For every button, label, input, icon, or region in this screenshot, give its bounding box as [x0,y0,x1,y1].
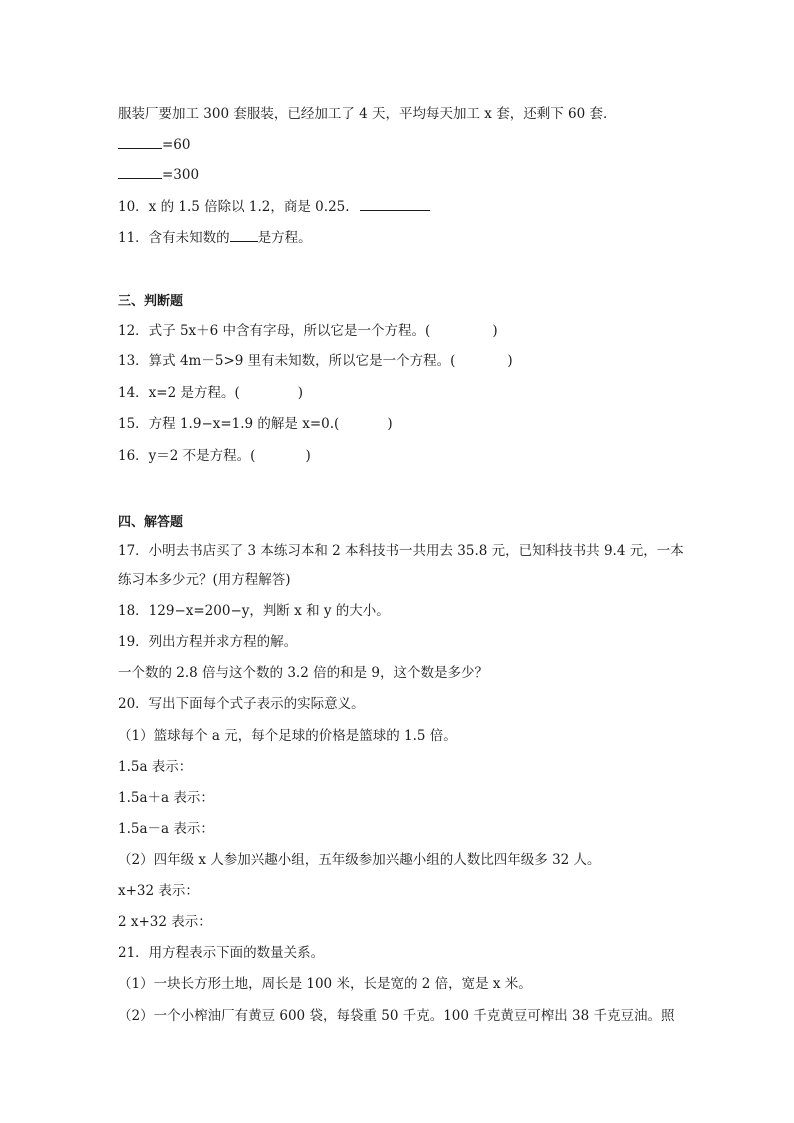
question-10: 10．x 的 1.5 倍除以 1.2，商是 0.25. [118,196,430,217]
question-13: 13．算式 4m－5>9 里有未知数，所以它是一个方程。( ) [118,353,513,369]
question-11: 11．含有未知数的 是方程。 [118,227,312,248]
question-20-part-1: （1）篮球每个 a 元，每个足球的价格是篮球的 1.5 倍。 [118,728,457,744]
question-21-part-2: （2）一个小榨油厂有黄豆 600 袋，每袋重 50 千克。100 千克黄豆可榨出 38 千克豆油。照 [118,1008,675,1024]
q9-intro: 服装厂要加工 300 套服装，已经加工了 4 天，平均每天加工 x 套，还剩下 60 套． [118,106,617,122]
question-14: 14．x=2 是方程。( ) [118,385,304,401]
section-4-heading: 四、解答题 [118,515,184,530]
question-17-line-2: 练习本多少元？(用方程解答) [118,572,291,588]
q9-blank-2: =300 [118,164,199,185]
question-20-2b: 2 x+32 表示： [118,914,212,930]
question-19: 19．列出方程并求方程的解。 [118,634,298,650]
question-20-1c: 1.5a－a 表示： [118,821,214,837]
question-15: 15．方程 1.9−x=1.9 的解是 x=0.( ) [118,416,393,432]
answer-blank[interactable] [230,227,258,242]
question-20: 20．写出下面每个式子表示的实际意义。 [118,696,365,712]
q9-blank-1: =60 [118,134,191,155]
question-20-1b: 1.5a＋a 表示： [118,790,214,806]
question-18: 18．129−x=200−y，判断 x 和 y 的大小。 [118,603,390,619]
answer-blank[interactable] [118,164,162,179]
question-20-part-2: （2）四年级 x 人参加兴趣小组，五年级参加兴趣小组的人数比四年级多 32 人。 [118,852,601,868]
question-20-1a: 1.5a 表示： [118,759,193,775]
question-21-part-1: （1）一块长方形土地，周长是 100 米，长是宽的 2 倍，宽是 x 米。 [118,976,532,992]
question-21: 21．用方程表示下面的数量关系。 [118,945,325,961]
section-3-heading: 三、判断题 [118,294,184,309]
answer-blank[interactable] [118,134,162,149]
question-12: 12．式子 5x＋6 中含有字母，所以它是一个方程。( ) [118,323,498,339]
answer-blank[interactable] [360,196,430,211]
question-19-line-2: 一个数的 2.8 倍与这个数的 3.2 倍的和是 9，这个数是多少？ [118,665,488,681]
question-17-line-1: 17．小明去书店买了 3 本练习本和 2 本科技书一共用去 35.8 元，已知科技书共 9.4 元，一本 [118,543,684,559]
question-20-2a: x+32 表示： [118,883,199,899]
question-16: 16．y＝2 不是方程。( ) [118,448,311,464]
